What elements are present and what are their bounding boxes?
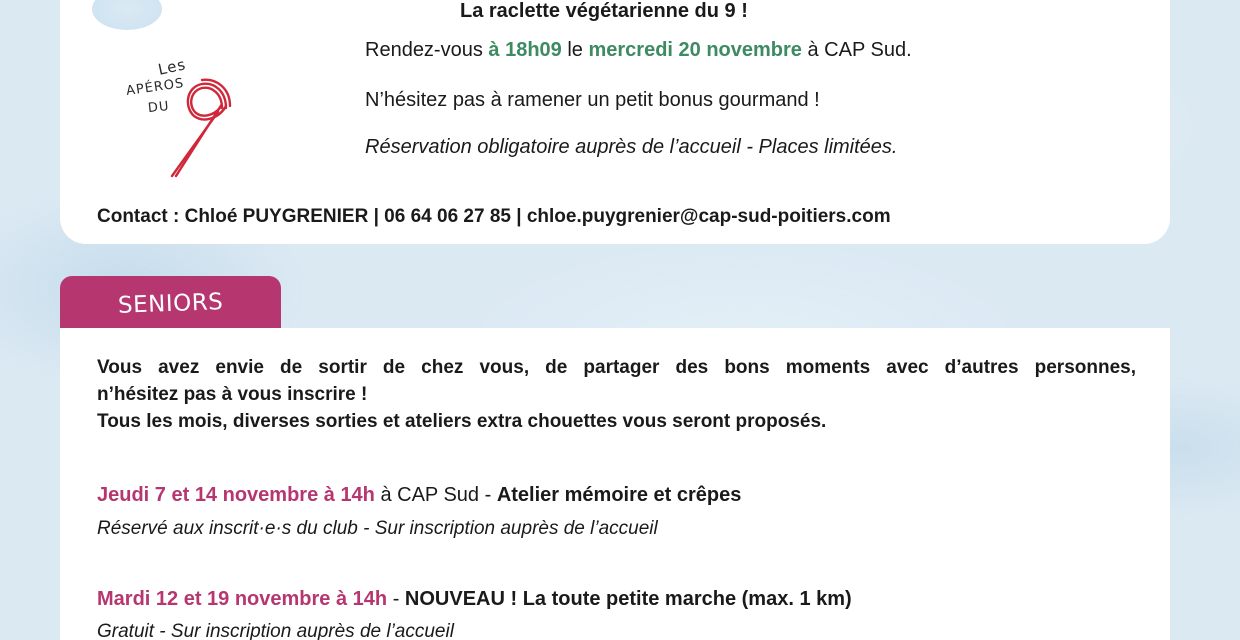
- event-when: Jeudi 7 et 14 novembre à 14h: [97, 484, 375, 506]
- seniors-event-note: Gratuit - Sur inscription auprès de l’accueil: [97, 621, 454, 640]
- event-reservation-note: Réservation obligatoire auprès de l’accueil - Places limitées.: [365, 136, 898, 158]
- event-note: N’hésitez pas à ramener un petit bonus gourmand !: [365, 89, 820, 111]
- intro-line: n’hésitez pas à vous inscrire !: [97, 384, 368, 405]
- seniors-intro: [97, 354, 1136, 435]
- section-tab-seniors: [60, 276, 281, 332]
- event-when: Mardi 12 et 19 novembre à 14h: [97, 588, 388, 610]
- event-details-line: Rendez-vous à 18h09 le mercredi 20 novembre à CAP Sud.: [365, 39, 912, 61]
- section-tab-label: SENIORS: [117, 289, 224, 319]
- event-time: à 18h09: [488, 39, 562, 61]
- event-date: mercredi 20 novembre: [588, 39, 802, 61]
- event-what: Atelier mémoire et crêpes: [496, 484, 742, 506]
- number-nine-icon: [118, 58, 248, 180]
- seniors-event-heading: Jeudi 7 et 14 novembre à 14h à CAP Sud - Atelier mémoire et crêpes: [97, 484, 742, 506]
- contact-line: Contact : Chloé PUYGRENIER | 06 64 06 27 85 | chloe.puygrenier@cap-sud-poitiers.com: [97, 206, 891, 227]
- aperos-du-9-logo: Les APÉROS DU: [118, 58, 248, 180]
- intro-line: Vous avez envie de sortir de chez vous, de partager des bons moments avec d’autres personnes,: [97, 357, 1136, 378]
- intro-line: Tous les mois, diverses sorties et ateliers extra chouettes vous seront proposés.: [97, 411, 827, 432]
- event-title: La raclette végétarienne du 9 !: [460, 0, 748, 22]
- seniors-event-note: Réservé aux inscrit·e·s du club - Sur inscription auprès de l’accueil: [97, 518, 658, 539]
- event-what: NOUVEAU ! La toute petite marche (max. 1 km): [404, 588, 852, 610]
- seniors-event-heading: Mardi 12 et 19 novembre à 14h - NOUVEAU ! La toute petite marche (max. 1 km): [97, 588, 852, 610]
